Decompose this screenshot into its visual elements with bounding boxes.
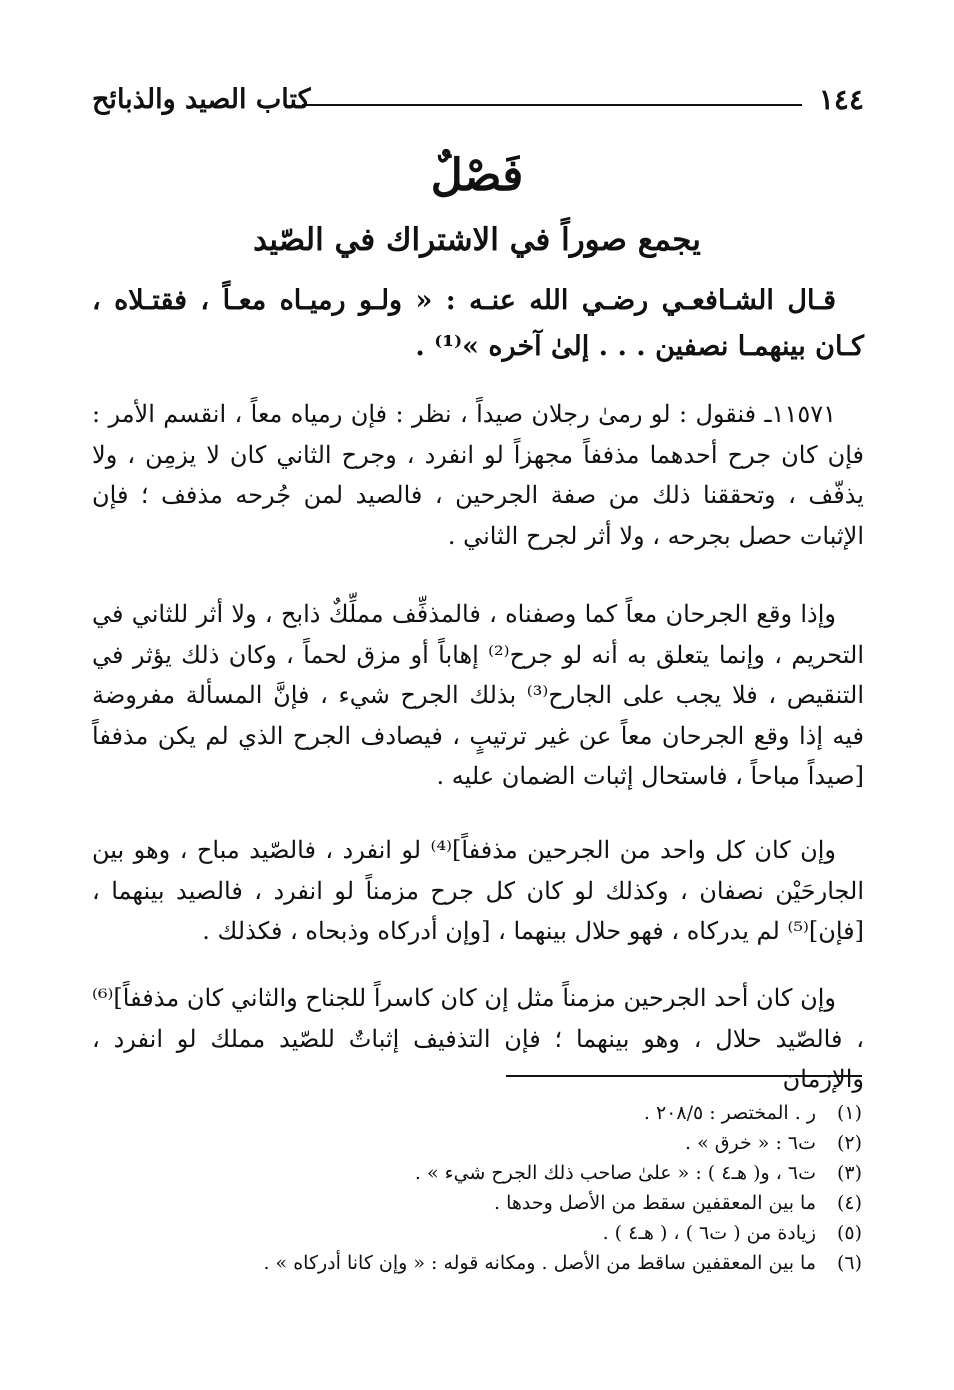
footnote-text: ر . المختصر : ٢٠٨/٥ . [643,1102,816,1124]
footnote-1 [90,1098,862,1128]
footnote-number: (٣) [836,1162,862,1184]
footnote-number: (٦) [836,1252,862,1274]
section-ornament: فَصْلٌ [430,150,524,201]
footnote-number: (٢) [836,1132,862,1154]
footnote-text: زيادة من ( ت٦ ) ، ( هـ٤ ) . [602,1222,816,1244]
page-number: ١٤٤ [818,83,864,116]
footnote-rule [506,1075,862,1077]
book-title: كتاب الصيد والذبائح [92,84,311,115]
paragraph-4: وإن كان أحد الجرحين مزمناً مثل إن كان كاسراً للجناح والثاني كان مذففاً]⁽⁶⁾ ، فالصّيد حلال ، وهو بينهما ؛ فإن التذفيف إثباتٌ للصّيد مملك لو انفرد ، والإزمان [92,984,864,1093]
footnote-number: (٤) [836,1192,862,1214]
footnote-number: (٥) [836,1222,862,1244]
footnote-text: ت٦ ، و( هـ٤ ) : « علىٰ صاحب ذلك الجرح شيء » . [414,1162,816,1184]
footnotes-list [90,1098,862,1278]
footnote-6 [90,1248,862,1278]
header-rule [302,104,802,106]
paragraph-2: وإذا وقع الجرحان معاً كما وصفناه ، فالمذفِّف مملِّكٌ ذابح ، ولا أثر للثاني في التحريم ، وإنما يتعلق به أنه لو جرح⁽²⁾ إهاباً أو مزق لحماً ، وكان ذلك يؤثر في التنقيص ، فلا يجب على الجارح⁽³⁾ بذلك الجرح شيء ، فإنَّ المسألة مفروضة فيه إذا وقع الجرحان معاً عن غير ترتيبٍ ، فيصادف الجرح الذي لم يكن مذففاً [صيداً مباحاً ، فاستحال إثبات الضمان عليه . [92,600,864,790]
footnote-2 [90,1128,862,1158]
footnote-text: ما بين المعقفين سقط من الأصل وحدها . [494,1192,816,1214]
footnote-4 [90,1188,862,1218]
paragraph-3: وإن كان كل واحد من الجرحين مذففاً]⁽⁴⁾ لو انفرد ، فالصّيد مباح ، وهو بين الجارحَيْن نصفان ، وكذلك لو كان كل جرح مزمناً لو انفرد ، فالصيد بينهما ، [فإن]⁽⁵⁾ لم يدركاه ، فهو حلال بينهما ، [وإن أدركاه وذبحاه ، فكذلك . [92,836,864,945]
footnote-number: (١) [836,1102,862,1124]
quoted-text: قـال الشـافعـي رضـي الله عنـه : « ولـو رميـاه معـاً ، فقتـلاه ، كـان بينهمـا نصفين . . . إلىٰ آخره »⁽¹⁾ . [92,285,864,362]
section-title: يجمع صوراً في الاشتراك في الصّيد [253,222,701,258]
footnote-5 [90,1218,862,1248]
footnote-text: ت٦ : « خرق » . [685,1132,816,1154]
paragraph-1: ١١٥٧١ـ فنقول : لو رمىٰ رجلان صيداً ، نظر : فإن رمياه معاً ، انقسم الأمر : فإن كان جرح أحدهما مذففاً مجهزاً لو انفرد ، وجرح الثاني كان لا يزمِن ، ولا يذفّف ، وتحققنا ذلك من صفة الجرحين ، فالصيد لمن جُرحه مذفف ؛ فإن الإثبات حصل بجرحه ، ولا أثر لجرح الثاني . [92,400,864,550]
running-header [92,82,864,122]
footnote-3 [90,1158,862,1188]
footnote-text: ما بين المعقفين ساقط من الأصل . ومكانه قوله : « وإن كانا أدركاه » . [263,1252,816,1274]
